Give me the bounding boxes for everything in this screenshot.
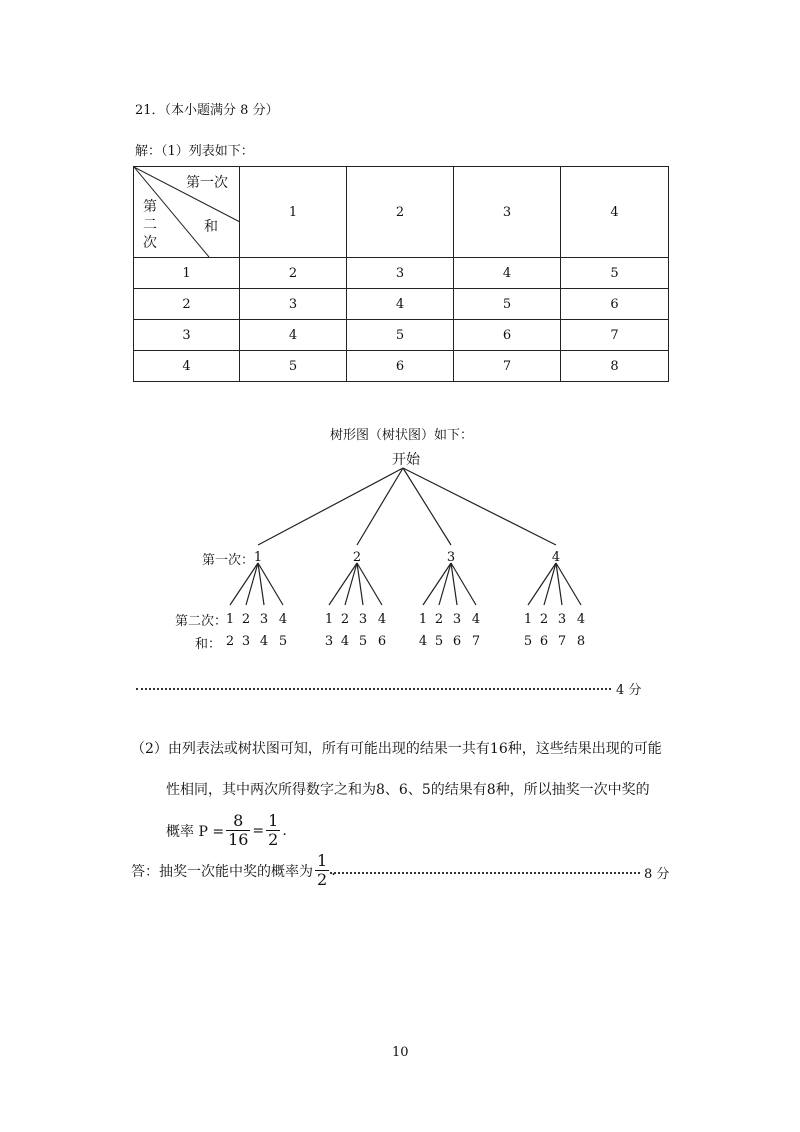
tree-edge-first-second — [423, 563, 451, 605]
tree-edge-first-second — [246, 563, 258, 605]
formula-prefix: 概率 P = — [166, 823, 225, 840]
tree-sum-node: 4 — [418, 634, 428, 649]
tree-second-node: 2 — [434, 612, 444, 627]
table-cell: 4 — [347, 289, 454, 320]
score-leader-dots — [136, 688, 611, 690]
tree-sum-node: 4 — [259, 634, 269, 649]
tree-first-node: 2 — [352, 550, 362, 565]
fraction-numerator: 1 — [268, 811, 279, 830]
fraction-8-16 — [226, 812, 250, 849]
tree-second-node: 4 — [471, 612, 481, 627]
tree-edge-first-second — [258, 563, 264, 605]
tree-edge-first-second — [528, 563, 556, 605]
row-header: 3 — [134, 320, 240, 351]
tree-sum-label: 和： — [195, 637, 222, 652]
tree-first-node: 3 — [446, 550, 456, 565]
tree-sum-node: 3 — [241, 634, 251, 649]
tree-second-node: 4 — [576, 612, 586, 627]
tree-sum-node: 6 — [452, 634, 462, 649]
table-cell: 5 — [240, 351, 347, 382]
answer-prefix: 答：抽奖一次能中奖的概率为 — [131, 863, 313, 880]
fraction-numerator: 8 — [226, 812, 250, 831]
fraction-denominator: 2 — [317, 870, 328, 889]
tree-edge-first-second — [329, 563, 357, 605]
tree-first-label: 第一次： — [202, 553, 255, 568]
answer-suffix: . — [331, 862, 336, 879]
tree-edge-first-second — [439, 563, 451, 605]
tree-edge-first-second — [357, 563, 382, 605]
tree-second-node: 2 — [241, 612, 251, 627]
probability-formula — [166, 812, 287, 849]
tree-sum-node: 3 — [324, 634, 334, 649]
table-cell: 3 — [347, 258, 454, 289]
tree-first-node: 1 — [253, 550, 263, 565]
page-number: 10 — [392, 1045, 409, 1060]
table-cell: 3 — [240, 289, 347, 320]
tree-sum-node: 8 — [576, 634, 586, 649]
fraction-denominator: 2 — [268, 830, 279, 849]
tree-edge-first-second — [451, 563, 476, 605]
tree-second-node: 4 — [377, 612, 387, 627]
row-header: 1 — [134, 258, 240, 289]
table-cell: 6 — [454, 320, 561, 351]
tree-second-node: 2 — [340, 612, 350, 627]
column-header: 4 — [561, 167, 669, 258]
answer-fraction — [315, 852, 329, 889]
tree-sum-node: 5 — [434, 634, 444, 649]
table-cell: 4 — [240, 320, 347, 351]
column-header: 3 — [454, 167, 561, 258]
fraction-1-2 — [266, 812, 280, 849]
tree-edge-first-second — [556, 563, 562, 605]
formula-suffix: . — [282, 822, 287, 839]
table-cell: 5 — [561, 258, 669, 289]
tree-second-node: 1 — [523, 612, 533, 627]
tree-edge-first-second — [357, 563, 363, 605]
table-cell: 7 — [561, 320, 669, 351]
solution-intro: 解：（1）列表如下： — [135, 144, 254, 159]
tree-edge-root-first — [403, 468, 556, 545]
answer-line — [131, 852, 336, 889]
table-cell: 5 — [454, 289, 561, 320]
table-cell: 2 — [240, 258, 347, 289]
tree-sum-node: 7 — [557, 634, 567, 649]
tree-second-label: 第二次： — [175, 614, 228, 629]
tree-sum-node: 4 — [340, 634, 350, 649]
fraction-denominator: 16 — [228, 830, 249, 849]
answer-leader-dots — [330, 872, 640, 874]
corner-first-label: 第一次 — [186, 175, 228, 191]
tree-second-node: 3 — [358, 612, 368, 627]
part2-line2: 性相同，其中两次所得数字之和为8、6、5的结果有8种，所以抽奖一次中奖的 — [166, 782, 650, 798]
column-header: 2 — [347, 167, 454, 258]
corner-second-label-3: 次 — [143, 235, 157, 251]
tree-edge-first-second — [345, 563, 357, 605]
tree-second-node: 4 — [278, 612, 288, 627]
tree-edge-root-first — [258, 468, 403, 545]
tree-second-node: 3 — [259, 612, 269, 627]
tree-edge-first-second — [230, 563, 258, 605]
tree-edge-first-second — [258, 563, 283, 605]
table-cell: 6 — [347, 351, 454, 382]
tree-sum-node: 7 — [471, 634, 481, 649]
tree-second-node: 3 — [452, 612, 462, 627]
tree-root: 开始 — [392, 452, 420, 468]
table-cell: 5 — [347, 320, 454, 351]
tree-second-node: 2 — [539, 612, 549, 627]
tree-edge-first-second — [544, 563, 556, 605]
tree-second-node: 3 — [557, 612, 567, 627]
fraction-numerator: 1 — [317, 851, 328, 870]
table-cell: 6 — [561, 289, 669, 320]
tree-sum-node: 5 — [358, 634, 368, 649]
tree-title: 树形图（树状图）如下： — [330, 428, 474, 443]
tree-sum-node: 5 — [523, 634, 533, 649]
table-cell: 4 — [454, 258, 561, 289]
corner-second-label-1: 第 — [143, 199, 157, 215]
tree-first-node: 4 — [551, 550, 561, 565]
score-4: 4 分 — [616, 683, 642, 698]
tree-second-node: 1 — [324, 612, 334, 627]
tree-edge-first-second — [451, 563, 457, 605]
formula-equals: = — [252, 822, 265, 839]
question-heading: 21．（本小题满分 8 分） — [135, 103, 279, 118]
column-header: 1 — [240, 167, 347, 258]
tree-sum-node: 6 — [377, 634, 387, 649]
tree-sum-node: 5 — [278, 634, 288, 649]
corner-sum-label: 和 — [204, 219, 218, 235]
table-cell: 7 — [454, 351, 561, 382]
tree-edge-first-second — [556, 563, 581, 605]
tree-second-node: 1 — [418, 612, 428, 627]
row-header: 2 — [134, 289, 240, 320]
tree-second-node: 1 — [225, 612, 235, 627]
corner-second-label-2: 二 — [143, 217, 157, 233]
part2-line1: （2）由列表法或树状图可知，所有可能出现的结果一共有16种，这些结果出现的可能 — [131, 741, 662, 757]
tree-sum-node: 6 — [539, 634, 549, 649]
score-8: 8 分 — [644, 867, 670, 882]
table-cell: 8 — [561, 351, 669, 382]
row-header: 4 — [134, 351, 240, 382]
tree-sum-node: 2 — [225, 634, 235, 649]
